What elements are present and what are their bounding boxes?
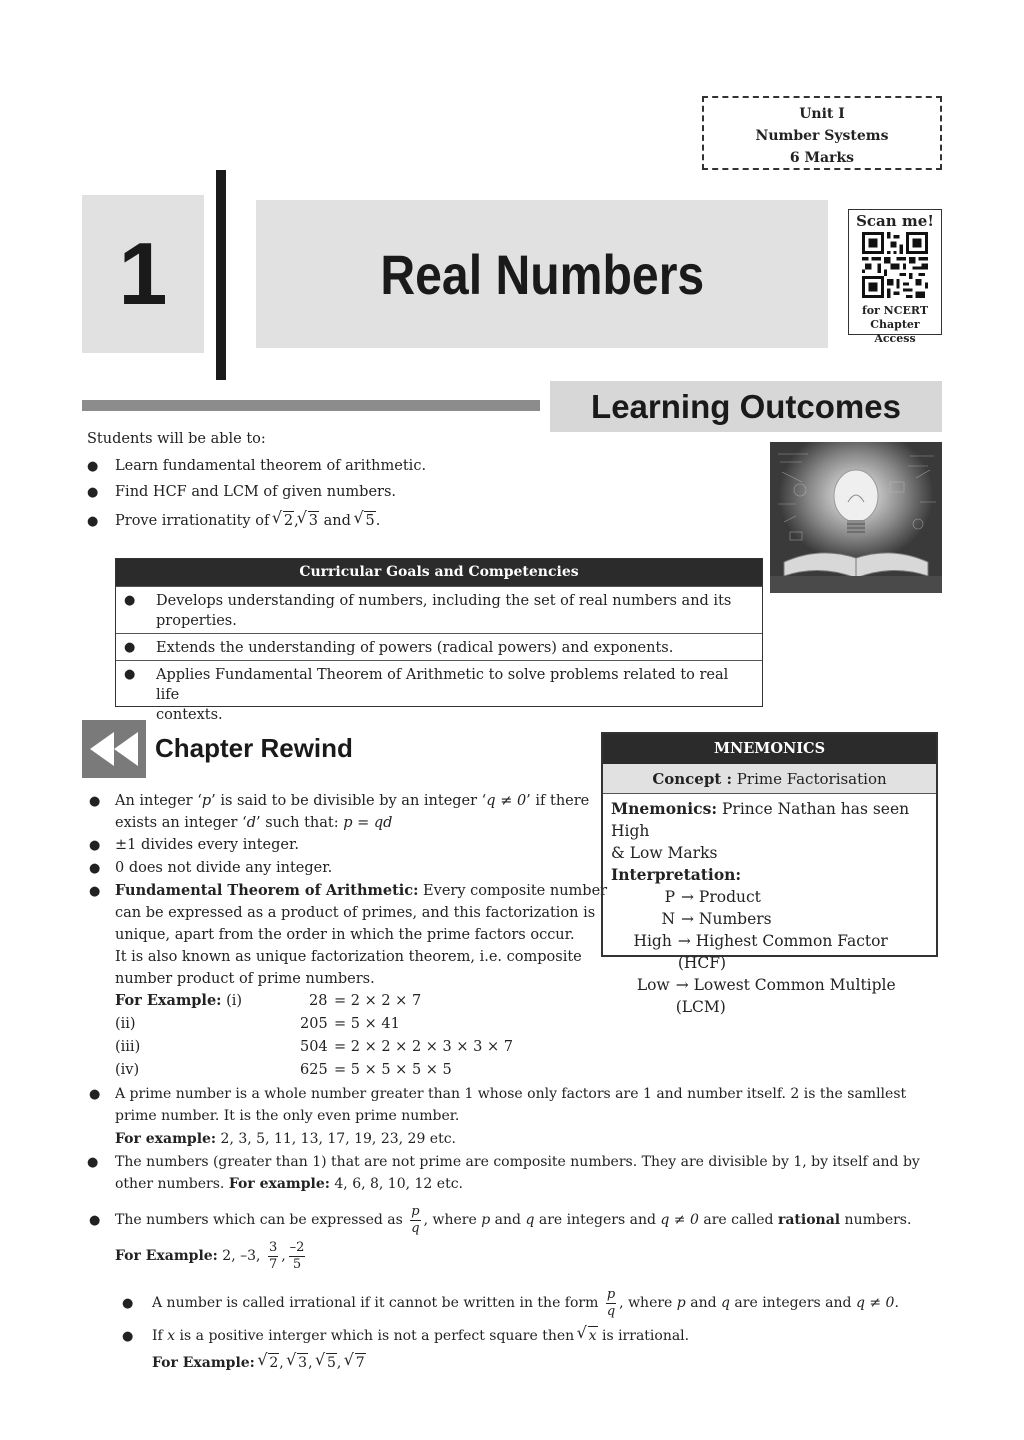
chapter-title: Real Numbers [380, 242, 704, 306]
concept-text: Prime Factorisation [732, 770, 887, 788]
example-rhs: = 2 × 2 × 2 × 3 × 3 × 7 [334, 1039, 513, 1055]
row-line: properties. [156, 613, 237, 629]
text: exists an integer ‘ [115, 815, 247, 831]
text: and [685, 1295, 721, 1311]
unit-subject: Number Systems [755, 128, 889, 144]
item-text [152, 1283, 899, 1323]
example-row: For Example: √ 2, √ 3, √ 5, √ 7 [152, 1352, 366, 1374]
root-7: √ 7 [355, 1353, 366, 1372]
item-text [115, 880, 607, 902]
example-text: 2, 3, 5, 11, 13, 17, 19, 23, 29 etc. [216, 1131, 457, 1147]
qr-code-icon [861, 232, 929, 298]
interpretation-row [611, 886, 928, 908]
item-text: ±1 divides every integer. [115, 837, 299, 853]
item-text: 0 does not divide any integer. [115, 860, 333, 876]
denominator: 5 [292, 1256, 302, 1272]
bullet-icon: ● [122, 1329, 134, 1344]
var: d [246, 815, 257, 831]
table-row [116, 633, 762, 660]
bold-label: For example: [115, 1131, 217, 1147]
numerator: p [411, 1203, 420, 1219]
var: x [167, 1328, 176, 1344]
example-label: (iii) [115, 1039, 141, 1055]
example-lhs: 504 [300, 1039, 328, 1055]
list-item [89, 880, 608, 903]
bold-label: Fundamental Theorem of Arithmetic: [115, 882, 419, 899]
numerator: –2 [289, 1239, 305, 1255]
outcome-text: Find HCF and LCM of given numbers. [115, 484, 397, 500]
learning-outcome-item [87, 455, 427, 478]
bullet-icon: ● [124, 640, 136, 655]
text: ’ is said to be divisible by an integer ‘ [211, 793, 487, 809]
bold-label: For Example: [115, 1248, 218, 1264]
example-rhs: = 2 × 2 × 7 [334, 993, 422, 1009]
mnemonics-concept [603, 764, 936, 794]
row-value: → Product [681, 888, 761, 906]
text: ’ if there [526, 793, 590, 809]
example-lhs: 28 [309, 993, 328, 1009]
row-value: → Lowest Common Multiple (LCM) [675, 976, 896, 1016]
curricular-goals-header: Curricular Goals and Competencies [116, 559, 762, 586]
bullet-icon: ● [87, 459, 99, 474]
example-rhs: = 5 × 41 [334, 1016, 400, 1032]
list-item [89, 834, 299, 857]
row-text: Extends the understanding of powers (radical powers) and exponents. [156, 640, 674, 656]
bullet-icon: ● [89, 1087, 101, 1102]
outcome-text: Learn fundamental theorem of arithmetic. [115, 458, 427, 474]
row-key: N [661, 910, 675, 928]
qr-caption-line2: Chapter Access [870, 318, 920, 345]
section-rule [82, 400, 540, 411]
row-value: → Highest Common Factor (HCF) [677, 932, 888, 972]
qr-scan-label: Scan me! [856, 212, 934, 230]
row-line: Develops understanding of numbers, including the set of real numbers and its [156, 593, 732, 609]
var: p [676, 1295, 686, 1311]
row-text [156, 591, 756, 631]
var: q [721, 1295, 730, 1311]
row-key: High [633, 932, 672, 950]
table-row [116, 586, 762, 633]
learning-outcomes-intro: Students will be able to: [87, 431, 266, 447]
root-5: √ 5 [326, 1353, 337, 1372]
bold-label: For Example: [115, 992, 222, 1009]
row-value: → Numbers [681, 910, 772, 928]
bold-label: Mnemonics: [611, 799, 718, 818]
mnemonics-body [603, 794, 936, 1022]
text: and [490, 1212, 526, 1228]
bold-label: For example: [228, 1176, 330, 1192]
text: numbers. [840, 1212, 912, 1228]
row-key: P [664, 888, 675, 906]
bullet-icon: ● [89, 838, 101, 853]
root-x: √ x [588, 1326, 598, 1345]
bold-label: For Example: [152, 1355, 255, 1371]
fraction-3-7 [268, 1240, 278, 1273]
text: , where [423, 1212, 482, 1228]
example-lhs: 205 [300, 1016, 328, 1032]
example-label: (i) [226, 993, 243, 1009]
example-row [115, 990, 242, 1012]
example-text: 4, 6, 8, 10, 12 etc. [329, 1176, 463, 1192]
interpretation-row [611, 974, 928, 1018]
text: are called [698, 1212, 778, 1228]
example-rhs: = 5 × 5 × 5 × 5 [334, 1062, 452, 1078]
list-item [87, 1151, 920, 1174]
chapter-rewind-title: Chapter Rewind [155, 733, 353, 763]
numerator: p [606, 1286, 616, 1302]
text: ’ such that: [256, 815, 344, 831]
item-text [115, 1200, 911, 1240]
list-item-continued: can be expressed as a product of primes, and this factorization is [115, 905, 596, 921]
bullet-icon: ● [89, 861, 101, 876]
var: q [525, 1212, 535, 1228]
var: q ≠ 0 [486, 793, 527, 809]
chapter-title-box [256, 200, 828, 348]
learning-outcome-item [87, 481, 397, 504]
text: other numbers. [115, 1176, 229, 1192]
var: p [481, 1212, 491, 1228]
example-label: (iv) [115, 1062, 140, 1078]
qr-caption [849, 304, 941, 346]
bullet-icon: ● [87, 514, 99, 529]
text: are integers and [729, 1295, 856, 1311]
text: are integers and [534, 1212, 661, 1228]
root-5: √ 5 [364, 511, 375, 530]
list-item [89, 1083, 907, 1106]
learning-outcomes-header [550, 381, 942, 432]
item-text: A prime number is a whole number greater than 1 whose only factors are 1 and number itself. 2 is the samllest [115, 1086, 907, 1102]
row-line: contexts. [156, 707, 223, 723]
and-word: and [323, 513, 351, 529]
example-label: (ii) [115, 1016, 136, 1032]
unit-marks: 6 Marks [789, 150, 855, 166]
outcome-text-prefix: Prove irrationatity of [115, 513, 270, 529]
mnemonic-line [611, 798, 928, 842]
text: A number is called irrational if it cannot be written in the form [152, 1295, 603, 1311]
list-item [122, 1325, 690, 1348]
table-row [116, 660, 762, 723]
var: q ≠ 0 [660, 1212, 699, 1228]
text: is irrational. [597, 1328, 690, 1344]
qr-code-box[interactable] [848, 209, 942, 345]
bullet-icon: ● [87, 485, 99, 500]
root-2: √ 2 [283, 511, 294, 530]
item-text: The numbers (greater than 1) that are not prime are composite numbers. They are divisible by 1, by itself and by [115, 1154, 920, 1170]
list-item-continued: unique, apart from the order in which the prime factors occur. [115, 927, 575, 943]
lightbulb-book-image [770, 442, 942, 593]
text: If [152, 1328, 168, 1344]
bold-label: Concept : [652, 770, 733, 788]
interpretation-row [611, 908, 928, 930]
list-item-continued [115, 1173, 463, 1195]
bullet-icon: ● [122, 1296, 134, 1311]
bullet-icon: ● [89, 884, 101, 899]
mnemonics-header: MNEMONICS [603, 734, 936, 764]
chapter-number: 1 [118, 224, 168, 323]
list-item-continued: It is also known as unique factorization theorem, i.e. composite [115, 949, 582, 965]
list-item-continued: prime number. It is the only even prime number. [115, 1108, 460, 1124]
bullet-icon: ● [89, 794, 101, 809]
example-row [115, 1128, 456, 1150]
bullet-icon: ● [87, 1155, 99, 1170]
bullet-icon: ● [124, 593, 136, 608]
list-item [89, 790, 590, 813]
root-3: √ 3 [308, 511, 319, 530]
var: p [201, 793, 212, 809]
bold-word: rational [777, 1212, 841, 1228]
text: , where [619, 1295, 677, 1311]
denominator: q [411, 1220, 420, 1236]
text: is a positive interger which is not a perfect square then [175, 1328, 579, 1344]
chapter-divider [216, 170, 226, 380]
example-text: 2, –3, [217, 1248, 265, 1264]
bullet-icon: ● [89, 1213, 101, 1228]
fraction-p-q [606, 1287, 616, 1320]
unit-title: Unit I [799, 106, 845, 122]
root-3: √ 3 [297, 1353, 308, 1372]
denominator: 7 [268, 1256, 278, 1272]
fraction-neg2-5 [289, 1240, 306, 1273]
list-item [89, 857, 333, 880]
row-line: Applies Fundamental Theorem of Arithmetic to solve problems related to real life [156, 667, 729, 703]
item-text [152, 1325, 689, 1347]
numerator: 3 [268, 1239, 278, 1255]
learning-outcomes-title: Learning Outcomes [591, 387, 901, 425]
denominator: q [606, 1303, 616, 1319]
mnemonic-line: & Low Marks [611, 844, 718, 862]
example-lhs: 625 [300, 1062, 328, 1078]
example-row: For Example: 2, –3, $\frac{3}{7}$ , $\frac{-2}{5}$ [115, 1239, 305, 1272]
root-2: √ 2 [268, 1353, 279, 1372]
unit-info-box [702, 96, 942, 170]
curricular-goals-table [115, 558, 763, 723]
fraction-p-q [410, 1204, 420, 1237]
text: Prince Nathan has seen High [611, 800, 910, 840]
outcome-text: Prove irrationatity of √ 2,√ 3 and √ 5. [115, 510, 380, 532]
chapter-number-box [82, 195, 204, 353]
var: q ≠ 0. [855, 1295, 899, 1311]
list-item-continued: number product of prime numbers. [115, 971, 375, 987]
var: p = qd [343, 815, 393, 831]
rewind-icon [82, 720, 146, 778]
row-text [156, 665, 756, 725]
item-text [115, 790, 589, 812]
list-item [122, 1283, 899, 1324]
bullet-icon: ● [124, 667, 136, 682]
list-item [89, 1200, 912, 1241]
interpretation-row [611, 930, 928, 974]
mnemonics-box [601, 732, 938, 1016]
text: Every composite number [418, 883, 608, 899]
learning-outcome-item [87, 510, 381, 533]
row-key: Low [636, 976, 670, 994]
interpretation-label: Interpretation: [611, 865, 742, 884]
text: An integer ‘ [115, 793, 202, 809]
list-item-continued [115, 812, 392, 834]
text: The numbers which can be expressed as [115, 1212, 408, 1228]
qr-caption-line1: for NCERT [861, 304, 929, 317]
